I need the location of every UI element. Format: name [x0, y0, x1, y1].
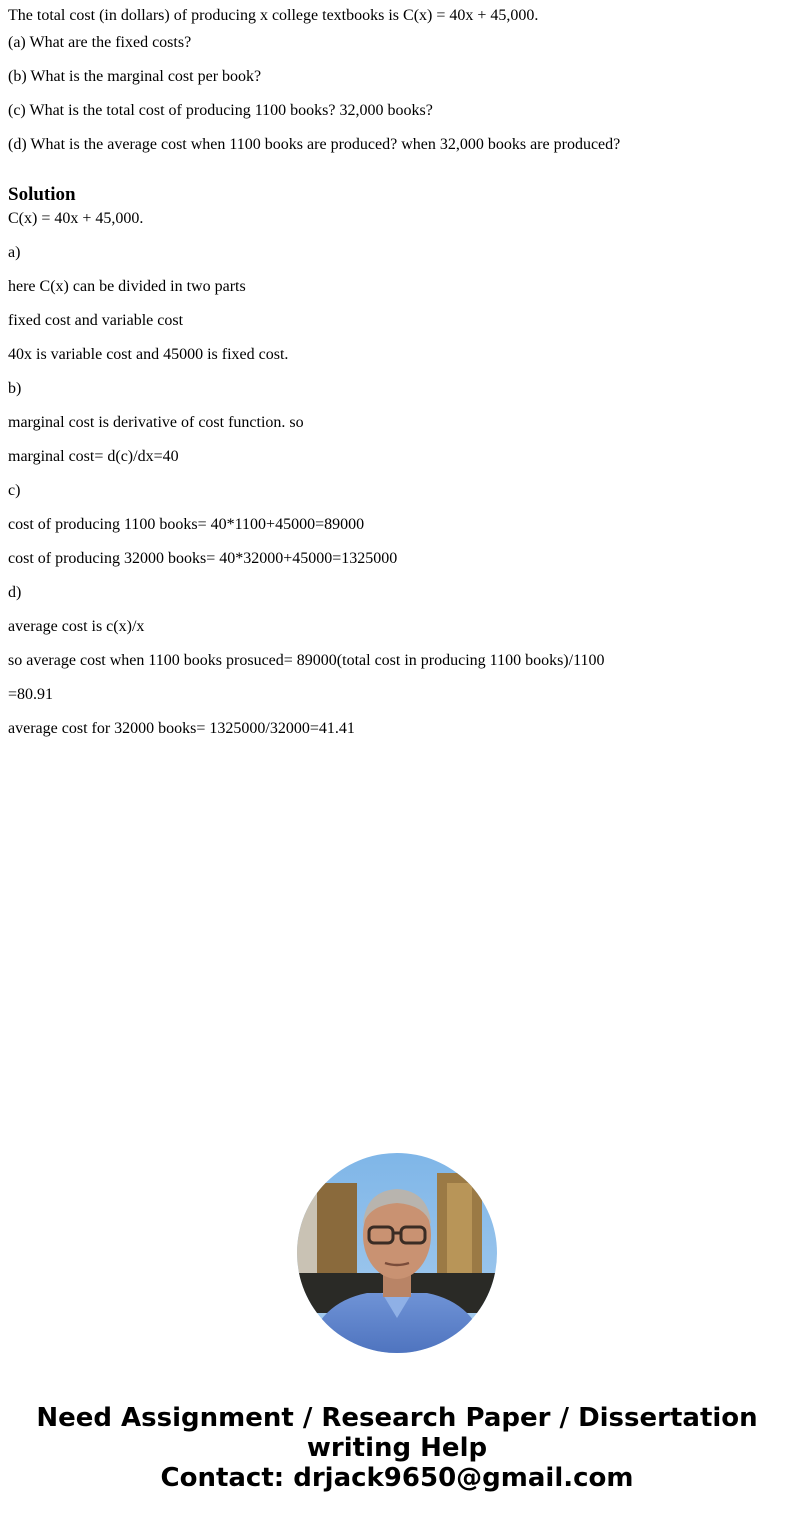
avatar — [297, 1153, 497, 1353]
banner-contact: Contact: drjack9650@gmail.com — [160, 1463, 634, 1493]
solution-line: b) — [8, 380, 22, 397]
solution-line: C(x) = 40x + 45,000. — [8, 210, 144, 227]
solution-line: marginal cost is derivative of cost function. so — [8, 414, 304, 431]
solution-heading: Solution — [8, 184, 76, 205]
contact-banner — [0, 1403, 794, 1493]
solution-line: =80.91 — [8, 686, 54, 703]
banner-line: Need Assignment / Research Paper / Dissertation — [36, 1403, 758, 1433]
solution-line: c) — [8, 482, 21, 499]
solution-line: so average cost when 1100 books prosuced= 89000(total cost in producing 1100 books)/1100 — [8, 652, 605, 669]
document-body — [8, 0, 786, 754]
solution-line: average cost for 32000 books= 1325000/32000=41.41 — [8, 720, 355, 737]
question-c: (c) What is the total cost of producing 1100 books? 32,000 books? — [8, 102, 433, 119]
solution-line: average cost is c(x)/x — [8, 618, 145, 635]
avatar-portrait-icon — [297, 1153, 497, 1353]
question-a: (a) What are the fixed costs? — [8, 34, 192, 51]
banner-line: writing Help — [306, 1433, 488, 1463]
solution-line: cost of producing 1100 books= 40*1100+45000=89000 — [8, 516, 365, 533]
solution-line: cost of producing 32000 books= 40*32000+45000=1325000 — [8, 550, 398, 567]
solution-line: here C(x) can be divided in two parts — [8, 278, 246, 295]
question-b: (b) What is the marginal cost per book? — [8, 68, 262, 85]
question-d: (d) What is the average cost when 1100 books are produced? when 32,000 books are produced? — [8, 136, 621, 153]
question-intro: The total cost (in dollars) of producing x college textbooks is C(x) = 40x + 45,000. — [8, 7, 539, 24]
solution-line: a) — [8, 244, 21, 261]
solution-line: 40x is variable cost and 45000 is fixed cost. — [8, 346, 289, 363]
solution-line: d) — [8, 584, 22, 601]
solution-line: marginal cost= d(c)/dx=40 — [8, 448, 179, 465]
solution-line: fixed cost and variable cost — [8, 312, 184, 329]
